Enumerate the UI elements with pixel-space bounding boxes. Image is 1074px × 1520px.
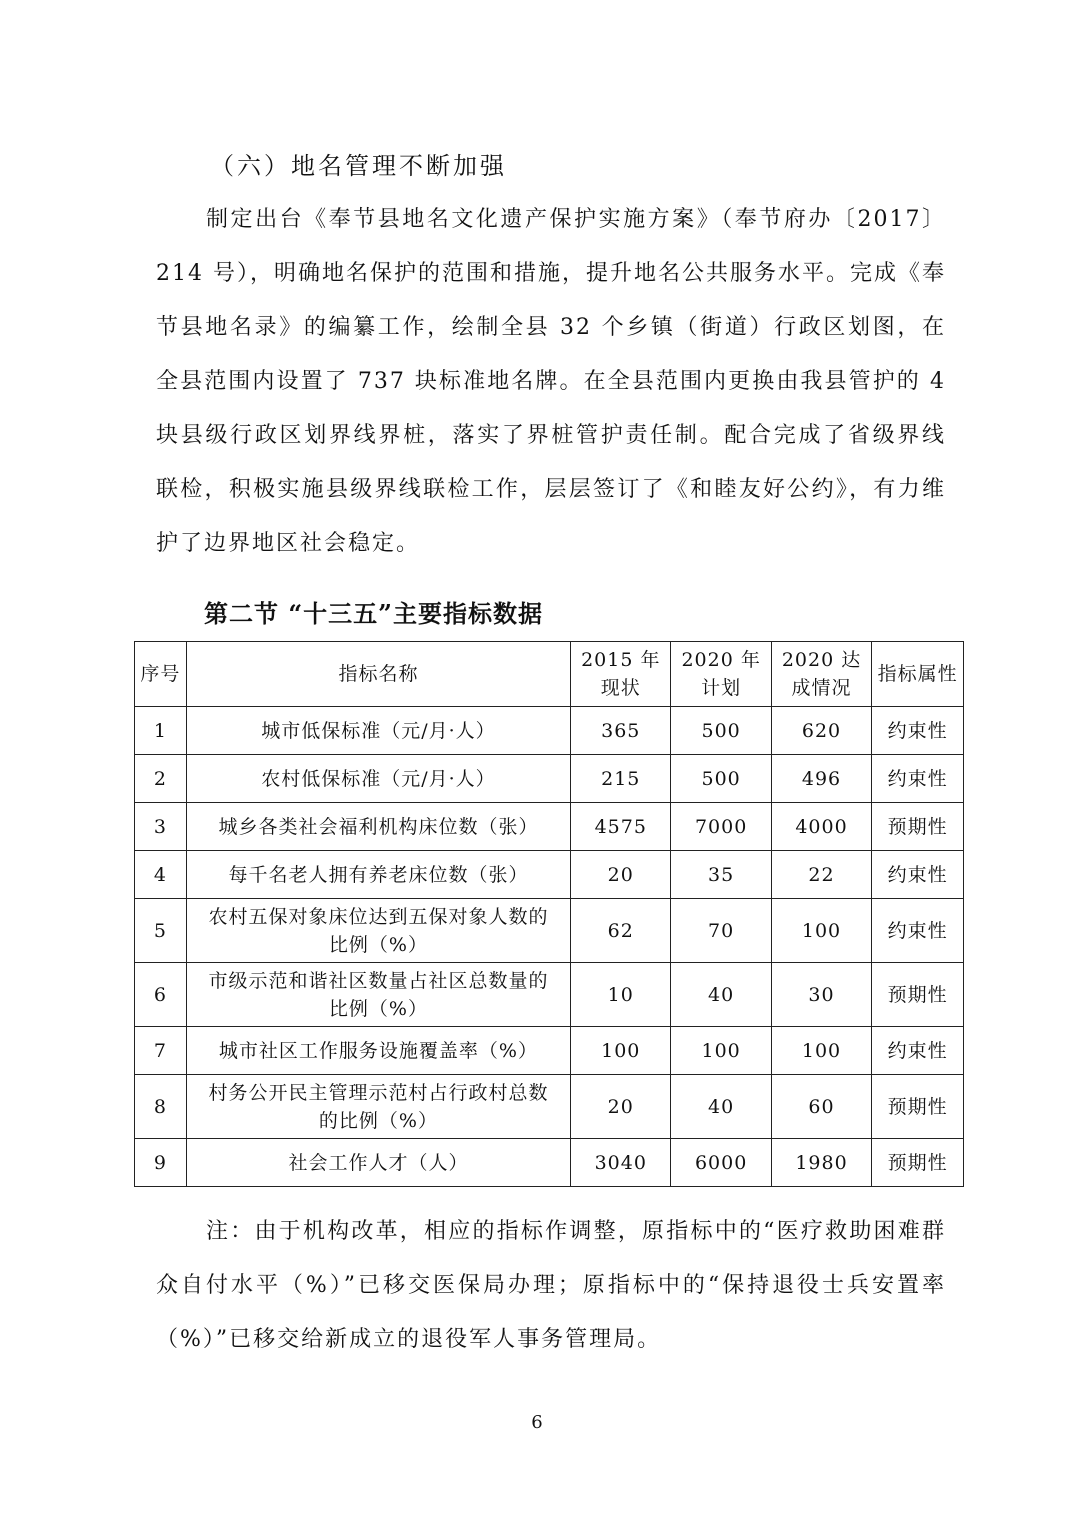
cell-2015: 365	[571, 707, 671, 755]
cell-seq: 4	[135, 851, 187, 899]
cell-2015: 100	[571, 1027, 671, 1075]
table-note: 注：由于机构改革，相应的指标作调整，原指标中的“医疗救助困难群众自付水平（%）”已移交医保局办理；原指标中的“保持退役士兵安置率（%）”已移交给新成立的退役军人事务管理局。	[156, 1219, 946, 1352]
section-title: 第二节 “十三五”主要指标数据	[204, 599, 543, 628]
page-number: 6	[531, 1412, 543, 1433]
table-row	[135, 1139, 964, 1187]
cell-2020-plan: 500	[671, 707, 771, 755]
table-row	[135, 803, 964, 851]
header-2020-plan: 2020 年计划	[671, 642, 771, 707]
cell-name: 城市低保标准（元/月·人）	[186, 707, 570, 755]
cell-seq: 3	[135, 803, 187, 851]
table-header-row	[135, 642, 964, 707]
cell-2015: 215	[571, 755, 671, 803]
cell-2020-achieved: 100	[771, 1027, 871, 1075]
cell-2020-plan: 6000	[671, 1139, 771, 1187]
header-2020-achieved: 2020 达成情况	[771, 642, 871, 707]
cell-2015: 4575	[571, 803, 671, 851]
body-paragraph: 制定出台《奉节县地名文化遗产保护实施方案》（奉节府办〔2017〕214 号），明确地名保护的范围和措施，提升地名公共服务水平。完成《奉节县地名录》的编纂工作，绘制全县 32 个乡镇（街道）行政区划图，在全县范围内设置了 737 块标准地名牌。在全县范围内更换由我县管护的 4 块县级行政区划界线界桩，落实了界桩管护责任制。配合完成了省级界线联检，积极实施县级界线联检工作，层层签订了《和睦友好公约》，有力维护了边界地区社会稳定。	[156, 207, 946, 556]
cell-2020-achieved: 100	[771, 899, 871, 963]
cell-attr: 预期性	[872, 1139, 964, 1187]
cell-attr: 预期性	[872, 803, 964, 851]
cell-attr: 预期性	[872, 1075, 964, 1139]
table-row	[135, 899, 964, 963]
cell-2015: 3040	[571, 1139, 671, 1187]
cell-2020-plan: 500	[671, 755, 771, 803]
indicator-table	[134, 641, 964, 1187]
cell-name: 村务公开民主管理示范村占行政村总数的比例（%）	[186, 1075, 570, 1139]
cell-2020-achieved: 1980	[771, 1139, 871, 1187]
table-row	[135, 1075, 964, 1139]
cell-2020-plan: 40	[671, 963, 771, 1027]
table-row	[135, 963, 964, 1027]
cell-2020-plan: 70	[671, 899, 771, 963]
table-row	[135, 707, 964, 755]
table-row	[135, 1027, 964, 1075]
header-seq: 序号	[135, 642, 187, 707]
cell-2020-achieved: 22	[771, 851, 871, 899]
cell-2020-plan: 100	[671, 1027, 771, 1075]
cell-seq: 1	[135, 707, 187, 755]
cell-attr: 约束性	[872, 1027, 964, 1075]
cell-2020-achieved: 496	[771, 755, 871, 803]
cell-seq: 6	[135, 963, 187, 1027]
cell-name: 社会工作人才（人）	[186, 1139, 570, 1187]
cell-seq: 9	[135, 1139, 187, 1187]
cell-seq: 2	[135, 755, 187, 803]
cell-seq: 7	[135, 1027, 187, 1075]
cell-2015: 10	[571, 963, 671, 1027]
header-attr: 指标属性	[872, 642, 964, 707]
cell-2020-achieved: 620	[771, 707, 871, 755]
cell-attr: 约束性	[872, 851, 964, 899]
cell-name: 农村低保标准（元/月·人）	[186, 755, 570, 803]
cell-name: 城市社区工作服务设施覆盖率（%）	[186, 1027, 570, 1075]
header-name: 指标名称	[186, 642, 570, 707]
cell-2020-achieved: 60	[771, 1075, 871, 1139]
cell-2020-plan: 40	[671, 1075, 771, 1139]
cell-2020-plan: 35	[671, 851, 771, 899]
cell-2020-achieved: 30	[771, 963, 871, 1027]
cell-attr: 约束性	[872, 899, 964, 963]
cell-2020-plan: 7000	[671, 803, 771, 851]
cell-2020-achieved: 4000	[771, 803, 871, 851]
cell-attr: 约束性	[872, 755, 964, 803]
cell-attr: 预期性	[872, 963, 964, 1027]
cell-name: 市级示范和谐社区数量占社区总数量的比例（%）	[186, 963, 570, 1027]
cell-name: 城乡各类社会福利机构床位数（张）	[186, 803, 570, 851]
cell-name: 农村五保对象床位达到五保对象人数的比例（%）	[186, 899, 570, 963]
cell-2015: 20	[571, 1075, 671, 1139]
cell-2015: 20	[571, 851, 671, 899]
table-row	[135, 851, 964, 899]
cell-name: 每千名老人拥有养老床位数（张）	[186, 851, 570, 899]
table-row	[135, 755, 964, 803]
section-heading: （六）地名管理不断加强	[210, 152, 507, 180]
cell-attr: 约束性	[872, 707, 964, 755]
header-2015: 2015 年现状	[571, 642, 671, 707]
cell-seq: 5	[135, 899, 187, 963]
cell-seq: 8	[135, 1075, 187, 1139]
cell-2015: 62	[571, 899, 671, 963]
